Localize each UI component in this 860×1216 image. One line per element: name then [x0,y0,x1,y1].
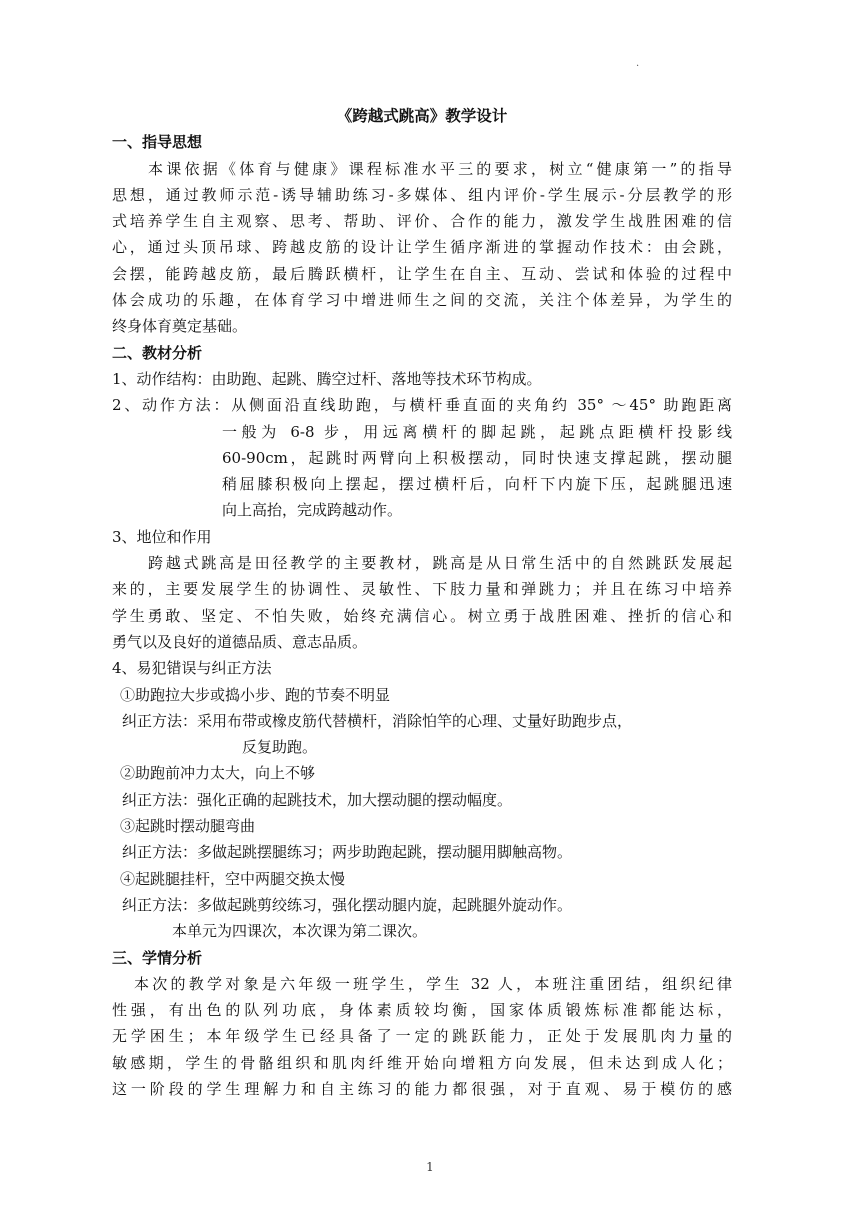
section-heading-student-analysis: 三、学情分析 [112,948,203,967]
item-errors-title: 4、易犯错误与纠正方法 [112,659,272,678]
paragraph-line: 敏感期，学生的骨骼组织和肌肉纤维开始向增粗方向发展，但未达到成人化； [112,1053,732,1072]
item-movement-method-cont: 向上高抬，完成跨越动作。 [222,501,403,520]
item-movement-method-cont: 稍屈膝积极向上摆起，摆过横杆后，向杆下内旋下压，起跳腿迅速 [222,475,732,494]
paragraph-line: 来的，主要发展学生的协调性、灵敏性、下肢力量和弹跳力；并且在练习中培养 [112,580,732,599]
paragraph-line: 终身体育奠定基础。 [112,317,248,336]
section-heading-guiding-ideology: 一、指导思想 [112,133,203,152]
correction-method: 纠正方法：强化正确的起跳技术，加大摆动腿的摆动幅度。 [122,790,513,809]
document-body [112,103,732,1102]
correction-method: 纠正方法：多做起跳剪绞练习，强化摆动腿内旋，起跳腿外旋动作。 [122,895,573,914]
paragraph-line: 勇气以及良好的道德品质、意志品质。 [112,632,368,651]
paragraph-line: 心，通过头顶吊球、跨越皮筋的设计让学生循序渐进的掌握动作技术：由会跳， [112,238,732,257]
item-movement-method-cont: 60-90cm，起跳时两臂向上积极摆动，同时快速支撑起跳，摆动腿 [222,448,732,467]
correction-method-cont: 反复助跑。 [242,738,318,757]
paragraph-line: 思想，通过教师示范-诱导辅助练习-多媒体、组内评价-学生展示-分层教学的形 [112,185,732,204]
paragraph-line: 会摆，能跨越皮筋，最后腾跃横杆，让学生在自主、互动、尝试和体验的过程中 [112,264,732,283]
error-item: ③起跳时摆动腿弯曲 [120,817,256,836]
document-title: 《跨越式跳高》教学设计 [336,106,508,125]
paragraph-line: 本次的教学对象是六年级一班学生，学生 32 人，本班注重团结，组织纪律 [134,974,732,993]
paragraph-line: 跨越式跳高是田径教学的主要教材，跳高是从日常生活中的自然跳跃发展起 [148,554,732,573]
correction-method: 纠正方法：多做起跳摆腿练习；两步助跑起跳，摆动腿用脚触高物。 [122,843,573,862]
paragraph-line: 本课依据《体育与健康》课程标准水平三的要求，树立“健康第一”的指导 [148,159,732,178]
item-movement-method-cont: 一般为 6-8 步，用远离横杆的脚起跳，起跳点距横杆投影线 [222,422,732,441]
item-movement-structure: 1、动作结构：由助跑、起跳、腾空过杆、落地等技术环节构成。 [112,369,542,388]
error-item: ②助跑前冲力太大，向上不够 [120,764,316,783]
item-movement-method: 2、动作方法：从侧面沿直线助跑，与横杆垂直面的夹角约 35° ～45° 助跑距离 [112,396,732,415]
error-item: ④起跳腿挂杆，空中两腿交换太慢 [120,869,346,888]
unit-note: 本单元为四课次，本次课为第二课次。 [172,922,428,941]
paragraph-line: 这一阶段的学生理解力和自主练习的能力都很强，对于直观、易于模仿的感 [112,1079,732,1098]
paragraph-line: 体会成功的乐趣，在体育学习中增进师生之间的交流，关注个体差异，为学生的 [112,291,732,310]
corner-mark: . [636,58,640,69]
correction-method: 纠正方法：采用布带或橡皮筋代替横杆，消除怕竿的心理、丈量好助跑步点， [122,711,633,730]
page-number: 1 [426,1160,434,1174]
paragraph-line: 无学困生；本年级学生已经具备了一定的跳跃能力，正处于发展肌肉力量的 [112,1027,732,1046]
paragraph-line: 学生勇敢、坚定、不怕失败，始终充满信心。树立勇于战胜困难、挫折的信心和 [112,606,732,625]
error-item: ①助跑拉大步或捣小步、跑的节奏不明显 [120,685,391,704]
section-heading-material-analysis: 二、教材分析 [112,343,203,362]
item-status-role-title: 3、地位和作用 [112,527,212,546]
paragraph-line: 式培养学生自主观察、思考、帮助、评价、合作的能力，激发学生战胜困难的信 [112,212,732,231]
paragraph-line: 性强，有出色的队列功底，身体素质较均衡，国家体质锻炼标准都能达标， [112,1001,732,1020]
